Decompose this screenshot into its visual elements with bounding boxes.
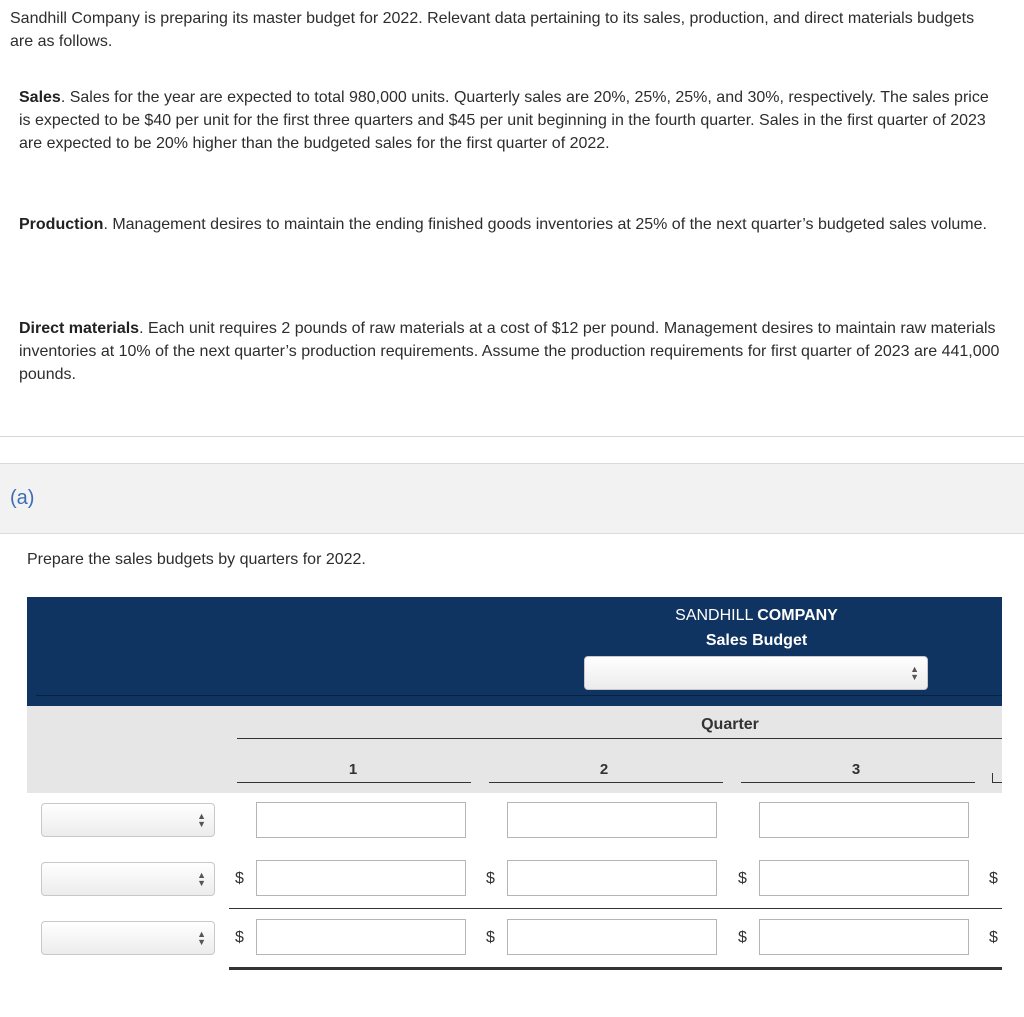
row-3-q1-input[interactable] [256, 919, 466, 955]
header-rule [36, 695, 1002, 696]
production-paragraph [19, 213, 999, 236]
currency-symbol: $ [235, 929, 244, 946]
intro-text: Sandhill Company is preparing its master budget for 2022. Relevant data pertaining to its sales, production, and direct materials budgets are as follows. [10, 10, 975, 50]
total-double-rule [229, 967, 1002, 970]
subtotal-rule [229, 908, 1002, 909]
sales-label: Sales [19, 89, 61, 106]
column-2-rule [489, 782, 723, 783]
column-4-edge [992, 773, 993, 783]
part-band [0, 463, 1024, 534]
quarter-rule [237, 738, 1002, 739]
row-3-q2-input[interactable] [507, 919, 717, 955]
divider [0, 436, 1024, 437]
row-1-label-select[interactable] [41, 803, 215, 837]
column-2-header: 2 [599, 761, 609, 778]
part-label: (a) [10, 487, 35, 509]
production-label: Production [19, 216, 104, 233]
currency-symbol: $ [486, 929, 495, 946]
select-arrows-icon: ▲ ▼ [197, 811, 206, 829]
budget-title: Sales Budget [705, 632, 808, 649]
sales-paragraph [19, 86, 999, 155]
row-2-q3-input[interactable] [759, 860, 969, 896]
column-1-rule [237, 782, 471, 783]
currency-symbol: $ [486, 870, 495, 887]
row-1-q3-input[interactable] [759, 802, 969, 838]
row-2-q1-input[interactable] [256, 860, 466, 896]
row-2-label-select[interactable] [41, 862, 215, 896]
materials-text: . Each unit requires 2 pounds of raw materials at a cost of $12 per pound. Management desires to maintain raw materials inventories at 10% of the next quarter’s production requirements. Assume the production requirements for first quarter of 2023 are 441,000 pounds. [19, 320, 1000, 383]
row-3-q3-input[interactable] [759, 919, 969, 955]
materials-paragraph [19, 317, 1009, 386]
column-1-header: 1 [348, 761, 358, 778]
currency-symbol: $ [738, 929, 747, 946]
currency-symbol: $ [989, 870, 998, 887]
column-3-header: 3 [851, 761, 861, 778]
row-2-q2-input[interactable] [507, 860, 717, 896]
currency-symbol: $ [235, 870, 244, 887]
quarter-header: Quarter [701, 716, 759, 733]
instruction-text: Prepare the sales budgets by quarters for 2022. [27, 551, 366, 568]
sales-text: . Sales for the year are expected to total 980,000 units. Quarterly sales are 20%, 25%, 25%, and 30%, respectively. The sales price is expected to be $40 per unit for the first three quarters and $45 per unit beginning in the fourth quarter. Sales in the first quarter of 2023 are expected to be 20% higher than the budgeted sales for the first quarter of 2022. [19, 89, 989, 152]
select-arrows-icon: ▲ ▼ [197, 929, 206, 947]
column-header-band [27, 706, 1002, 793]
currency-symbol: $ [738, 870, 747, 887]
column-3-rule [741, 782, 975, 783]
materials-label: Direct materials [19, 320, 140, 337]
row-1-q2-input[interactable] [507, 802, 717, 838]
company-name: SANDHILL COMPANY [675, 607, 838, 624]
period-select[interactable] [584, 656, 928, 690]
currency-symbol: $ [989, 929, 998, 946]
column-4-rule [992, 782, 1002, 783]
select-arrows-icon: ▲ ▼ [197, 870, 206, 888]
row-3-label-select[interactable] [41, 921, 215, 955]
select-arrows-icon: ▲ ▼ [910, 664, 919, 682]
production-text: . Management desires to maintain the ending finished goods inventories at 25% of the next quarter’s budgeted sales volume. [103, 216, 987, 233]
row-1-q1-input[interactable] [256, 802, 466, 838]
